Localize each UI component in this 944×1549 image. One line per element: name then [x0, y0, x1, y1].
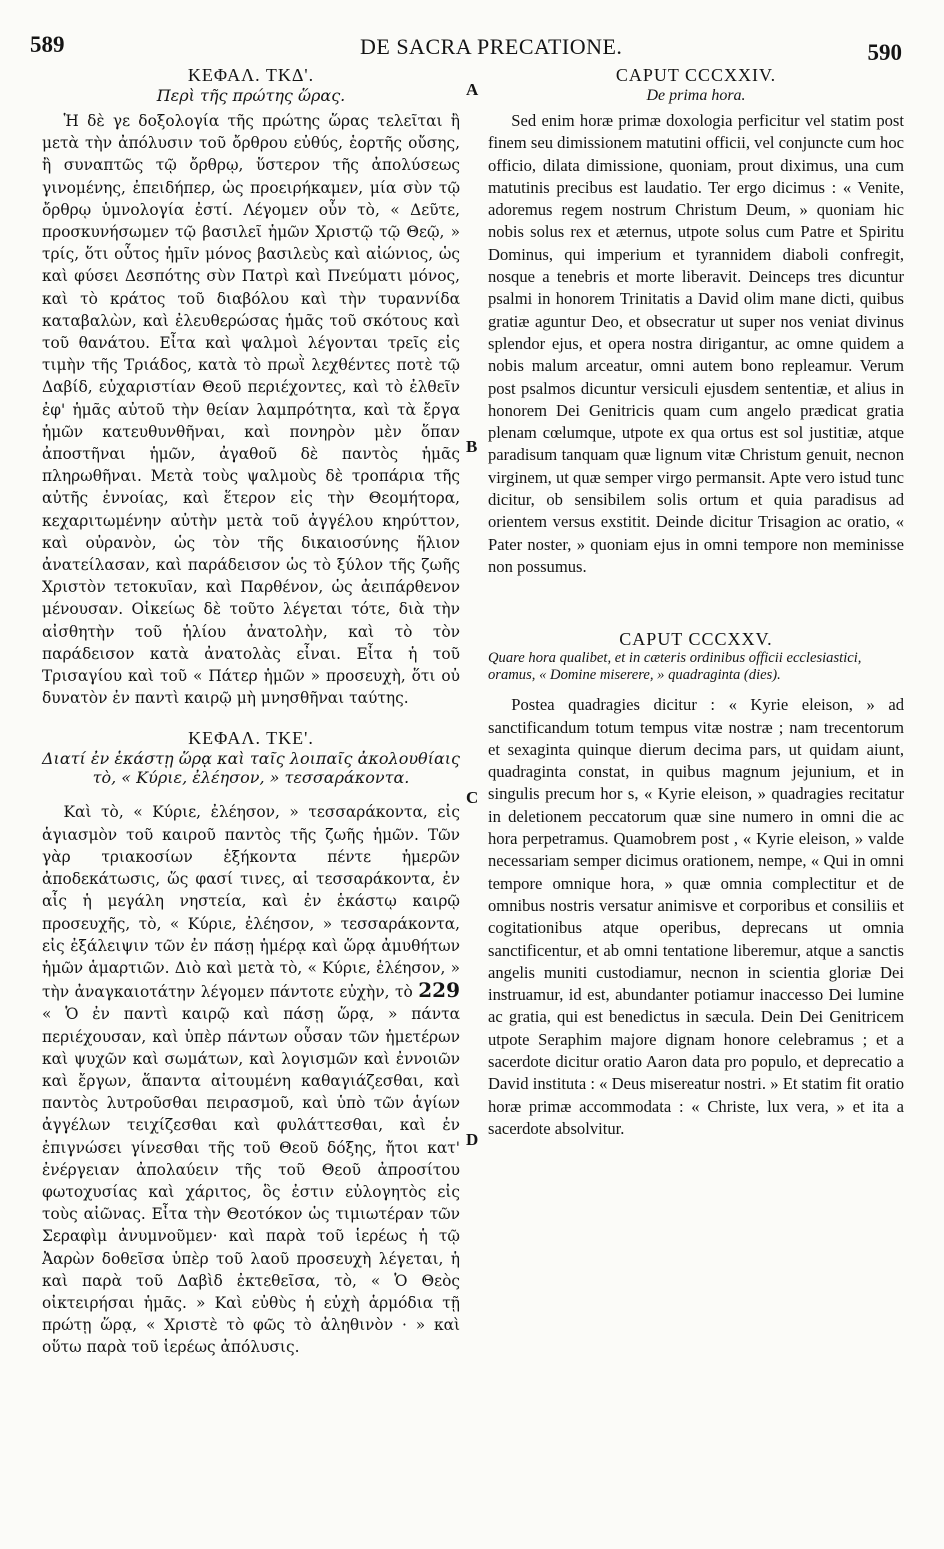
- running-head: [30, 32, 902, 65]
- latin-column: [488, 64, 904, 1140]
- greek-chapter-325-title: ΚΕΦΑΛ. ΤΚΕ'.: [188, 728, 314, 749]
- greek-chapter-324-subtitle: Περὶ τῆς πρώτης ὥρας.: [156, 86, 346, 105]
- greek-chapter-324-text: Ἡ δὲ γε δοξολογία τῆς πρώτης ὥρας τελεῖται ἢ μετὰ τὴν ἀπόλυσιν τοῦ ὄρθρου εὐθύς, ἑορτῆς οὔσης, ἢ συναπτῶς τῷ ὄρθρῳ, ὕστερον τῆς ἀπολύσεως γινομένης, ἐπειδήπερ, ὡς προειρήκαμεν, μία σὺν τῷ ὄρθρῳ ὑμνολογία ἐστί. Λέγομεν οὖν τὸ, « Δεῦτε, προσκυνήσωμεν τῷ βασιλεῖ ἡμῶν Χριστῷ τῷ Θεῷ, » τρίς, ὅτι οὗτος ἡμῖν μόνος βασιλεὺς καὶ αἰώνιος, ὡς καὶ φύσει Δεσπότης σὺν Πατρὶ καὶ Πνεύματι μόνος, καὶ τὸ κράτος τοῦ διαβόλου καὶ τὴν τυραννίδα καταβαλὼν, καὶ ἐλευθερώσας ἡμᾶς τοῦ σκότους καὶ τοῦ θανάτου. Εἶτα καὶ ψαλμοὶ λέγονται τρεῖς εἰς τιμὴν τῆς Τριάδος, κατὰ τὸ πρωῒ λεχθέντες ποτὲ τῷ Δαβίδ, εὐχαριστίαν Θεοῦ περιέχοντες, καὶ τὸ ἐλθεῖν ἐφ' ἡμᾶς αὐτοῦ τὴν θείαν λαμπρότητα, καὶ τὰ ἔργα ἡμῶν κατευθυνθῆναι, καὶ πονηρὸν μὲν ὅπαν ἀποστῆναι ἡμῶν, ἀγαθοῦ δὲ παντὸς ἡμᾶς πληρωθῆναι. Μετὰ τοὺς ψαλμοὺς δὲ τροπάρια τῆς αὐτῆς ἐννοίας, καὶ ἕτερον εἰς τὴν Θεομήτορα, κεχαριτωμένην αὐτὴν μετὰ τοῦ ἀγγέλου κηρύττον, καὶ οὐρανὸν, ὡς τὸν τῆς δικαιοσύνης ἥλιον ἀνατείλασαν, καὶ παράδεισον ὡς τὸ ξύλον τῆς ζωῆς Χριστὸν τετοκυῖαν, καὶ Παρθένον, ὡς ἀειπάρθενον μένουσαν. Οἰκείως δὲ τοῦτο λέγεται τότε, διὰ τὴν αἰσθητὴν τοῦ ἡλίου ἀνατολὴν, καὶ τὸ τὸν παράδεισον κατὰ ἀνατολὰς εἶναι. Εἶτα ἡ τοῦ Τρισαγίου καὶ τοῦ « Πάτερ ἡμῶν » προσευχὴ, ὅτι οὐ δυνατὸν ἐν παντὶ καιρῷ μὴ μνησθῆναι ταύτης.: [42, 112, 460, 708]
- greek-chapter-324-title: ΚΕΦΑΛ. ΤΚΔ'.: [187, 65, 315, 85]
- margin-letter-d: D: [466, 1130, 479, 1149]
- latin-chapter-325-subtitle: Quare hora qualibet, et in cæteris ordinibus officii ecclesiastici, oramus, « Domine miserere, » quadraginta (dies).: [488, 650, 862, 684]
- margin-letter-a: A: [466, 80, 479, 99]
- greek-column: [42, 64, 460, 1359]
- latin-chapter-324-text: Sed enim horæ primæ doxologia perficitur vel statim post finem seu dimissionem matutini officii, vel conjuncte cum hoc officio, dilata dimissione, quoniam, prout diximus, una cum matutinis precibus est laudatio. Ter ergo dicimus : « Venite, adoremus regem nostrum Christum Deum, » quoniam hic nobis solus rex et æternus, utpote solus cum Patre et Spiritu Dominus, qui imperium et tyrannidem diaboli confregit, nosque a tenebris et morte liberavit. Deinceps tres dicuntur psalmi in honorem Trinitatis a David olim mane dicti, quibus gratiæ aguntur Deo, et obsecratur ut super nos veniat divinus splendor ejus, et opera nostra dirigantur, ac omne quidem a nobis malum arceatur, omni autem bono repleamur. Verum post psalmos dicuntur versiculi ejusdem sententiæ, et alius in honorem Dei Genitricis quam cum angelo prædicat gratia plenam cœlumque, utpote ex qua ortus est sol justitiæ, atque paradisum tanquam quæ lignum vitæ Christum genuit, necnon virginem, ut quæ semper virgo permansit. Apte vero istud tunc dicitur, ob sensibilem solis ortum et quia paradisus ad orientem versus exstitit. Deinde dicitur Trisagion ac oratio, « Pater noster, » quoniam ejus in omni tempore non meminisse non possumus.: [488, 111, 904, 576]
- greek-chapter-325-subtitle: Διατί ἐν ἑκάστῃ ὥρᾳ καὶ ταῖς λοιπαῖς ἀκολουθίαις τὸ, « Κύριε, ἐλέησον, » τεσσαράκοντα.: [42, 749, 460, 788]
- latin-chapter-324-title: CAPUT CCCXXIV.: [615, 65, 777, 85]
- greek-chapter-325-text-a: Καὶ τὸ, « Κύριε, ἐλέησον, » τεσσαράκοντα, εἰς ἁγιασμὸν τοῦ καιροῦ παντὸς τῆς ζωῆς ἡμῶν. Τῶν γὰρ τριακοσίων ἑξήκοντα πέντε ἡμερῶν ἀποδεκάτωσις, ὥς φασί τινες, αἱ τεσσαράκοντα, ἐν αἷς ἡ μεγάλη νηστεία, καὶ ἐν ἑκάστῳ καιρῷ προσευχῆς, τὸ, « Κύριε, ἐλέησον, » τεσσαράκοντα, εἰς ἐξάλειψιν τῶν ἐν πάσῃ ἡμέρᾳ καὶ ὥρᾳ ἀμυθήτων ἡμῶν ἁμαρτιῶν. Διὸ καὶ μετὰ τὸ, « Κύριε, ἐλέησον, » τὴν ἀναγκαιοτάτην λέγομεν πάντοτε εὐχὴν, τὸ: [42, 803, 460, 1002]
- greek-chapter-325-text: [42, 801, 460, 1358]
- running-title: DE SACRA PRECATIONE.: [360, 34, 623, 59]
- margin-letter-b: B: [466, 437, 478, 456]
- greek-chapter-325-text-b: « Ὁ ἐν παντὶ καιρῷ καὶ πάσῃ ὥρᾳ, » πάντα περιέχουσαν, καὶ ὑπὲρ πάντων οὖσαν τῶν ἡμετέρων καὶ ψυχῶν καὶ σωμάτων, καὶ λογισμῶν καὶ ἐννοιῶν καὶ ἔργων, ἅπαντα αἰτουμένη καθαγιάζεσθαι, καὶ παντὸς λυτροῦσθαι πειρασμοῦ, καὶ ὑπὸ τῶν ἁγίων ἀγγέλων τειχίζεσθαι καὶ φυλάττεσθαι, καὶ ἐν ἐπιγνώσει γίνεσθαι τῆς τοῦ Θεοῦ δόξης, ἤτοι κατ' ἐνέργειαν ἀπολαύειν τῆς τοῦ Θεοῦ ἀπροσίτου φωτοχυσίας καὶ χάριτος, ὃς ἐστιν εὐλογητὸς εἰς τοὺς αἰῶνας. Εἶτα τὴν Θεοτόκον ὡς τιμιωτέραν τῶν Σεραφὶμ ἀνυμνοῦμεν· καὶ παρὰ τοῦ ἱερέως ἡ τῷ Ἀαρὼν δοθεῖσα ὑπὲρ τοῦ λαοῦ προσευχὴ λέγεται, ἡ καὶ παρὰ τοῦ Δαβὶδ ἐκτεθεῖσα, τὸ, « Ὁ Θεὸς οἰκτειρήσαι ἡμᾶς. » Καὶ εὐθὺς ἡ εὐχὴ ἁρμόδια τῇ πρώτῃ ὥρᾳ, « Χριστὲ τὸ φῶς τὸ ἀληθινὸν · » καὶ οὕτω παρὰ τοῦ ἱερέως ἀπόλυσις.: [42, 1005, 460, 1357]
- migne-column-number: 229: [418, 978, 460, 1003]
- latin-chapter-325-title: CAPUT CCCXXV.: [619, 629, 773, 650]
- latin-chapter-324-subtitle: De prima hora.: [646, 87, 746, 104]
- page-number-left: 589: [30, 32, 65, 57]
- margin-letter-c: C: [466, 788, 479, 807]
- latin-chapter-325-text: Postea quadragies dicitur : « Kyrie eleison, » ad sanctificandum totum tempus vitæ nostræ ; nam trecentorum et sexaginta quinque dierum decima pars, ut quidam aiunt, quadraginta constat, in quibus magnum jejunium, et in singulis precum hor s, « Kyrie eleison, » quadragies recitatur in deletionem peccatorum quæ sine numero in omni die ac hora perpetramus. Quamobrem post , « Kyrie eleison, » valde necessariam semper dicimus orationem, nempe, « Qui in omni tempore omnique hora, » quæ omnia complectitur et de omnibus nostris versatur animisve et corporibus et consiliis et cogitationibus atque operibus, deprecans ut omnia sanctificentur, et ab omni tentatione liberemur, atque a sanctis angelis muniti custodiamur, necnon in scientia gloriæ Dei instruamur, id est, abundanter potiamur inaccesso Dei lumine ac gratia, qui est benedictus in sæcula. Dein Dei Genitricem utpote Seraphim majore dignam honore celebramus ; et a sacerdote dicitur oratio Aaron data pro populo, et deprecatio a David instituta : « Deus misereatur nostri. » Et statim fit oratio horæ primæ accommodata : « Christe, lux vera, » et ita a sacerdote absolvitur.: [488, 695, 904, 1138]
- page-number-right: 590: [867, 40, 902, 65]
